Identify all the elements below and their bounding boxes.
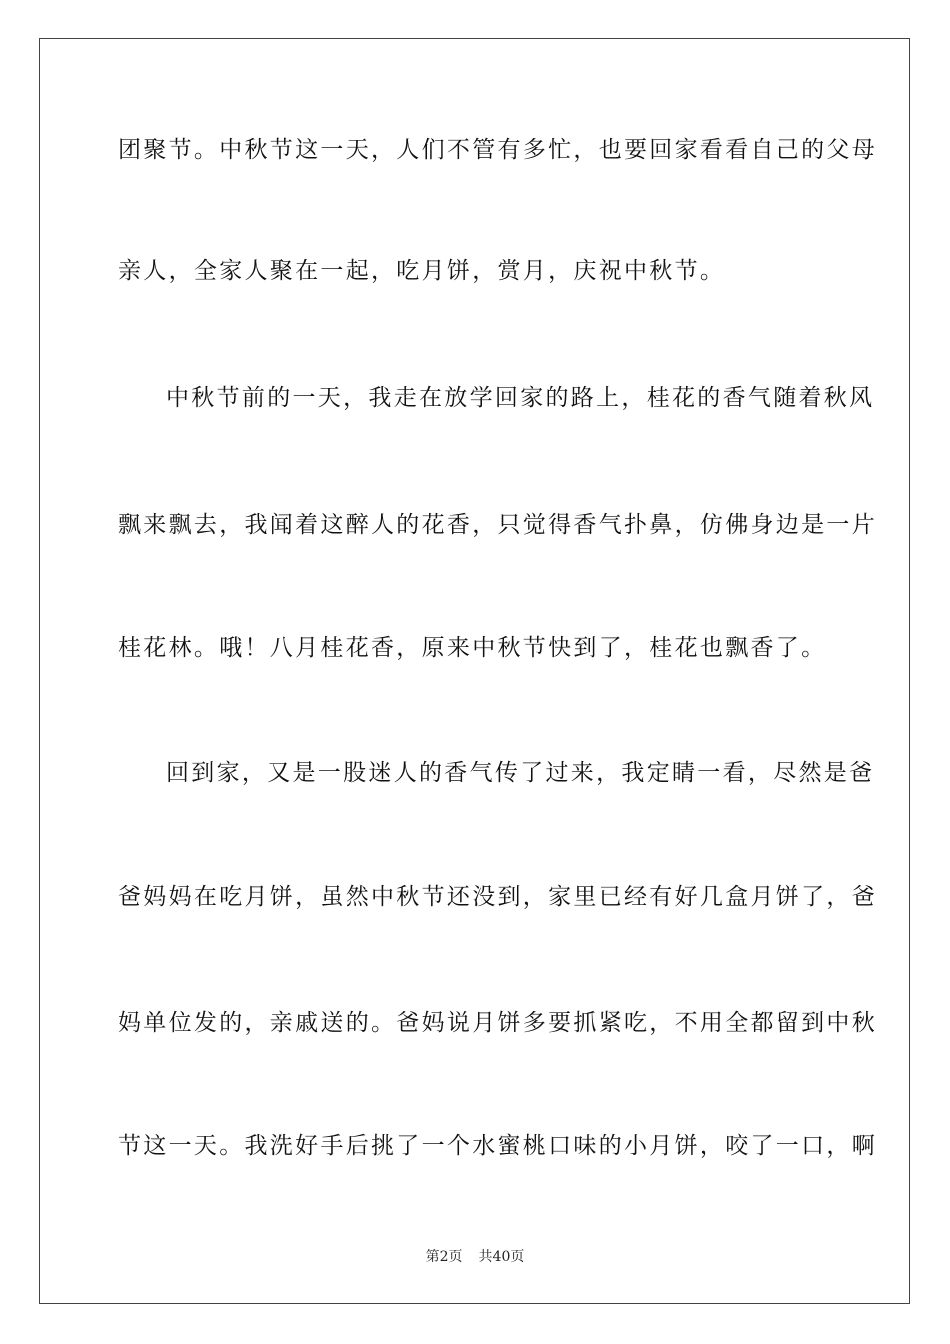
page-border — [39, 38, 910, 1304]
paragraph-line: 团聚节。中秋节这一天，人们不管有多忙，也要回家看看自己的父母 — [118, 137, 877, 163]
paragraph-line: 回到家，又是一股迷人的香气传了过来，我定睛一看，尽然是爸 — [166, 760, 875, 786]
paragraph-line: 中秋节前的一天，我走在放学回家的路上，桂花的香气随着秋风 — [166, 385, 875, 411]
paragraph-line: 桂花林。哦！八月桂花香，原来中秋节快到了，桂花也飘香了。 — [118, 635, 827, 661]
paragraph-line: 节这一天。我洗好手后挑了一个水蜜桃口味的小月饼，咬了一口，啊 — [118, 1133, 877, 1159]
paragraph-line: 亲人，全家人聚在一起，吃月饼，赏月，庆祝中秋节。 — [118, 258, 726, 284]
paragraph-line: 爸妈妈在吃月饼，虽然中秋节还没到，家里已经有好几盒月饼了，爸 — [118, 884, 877, 910]
page-number: 第2页 — [425, 1249, 463, 1265]
paragraph-line: 妈单位发的，亲戚送的。爸妈说月饼多要抓紧吃，不用全都留到中秋 — [118, 1010, 877, 1036]
paragraph-line: 飘来飘去，我闻着这醉人的花香，只觉得香气扑鼻，仿佛身边是一片 — [118, 512, 877, 538]
page-total: 共40页 — [478, 1249, 525, 1265]
page-footer — [0, 1248, 950, 1266]
